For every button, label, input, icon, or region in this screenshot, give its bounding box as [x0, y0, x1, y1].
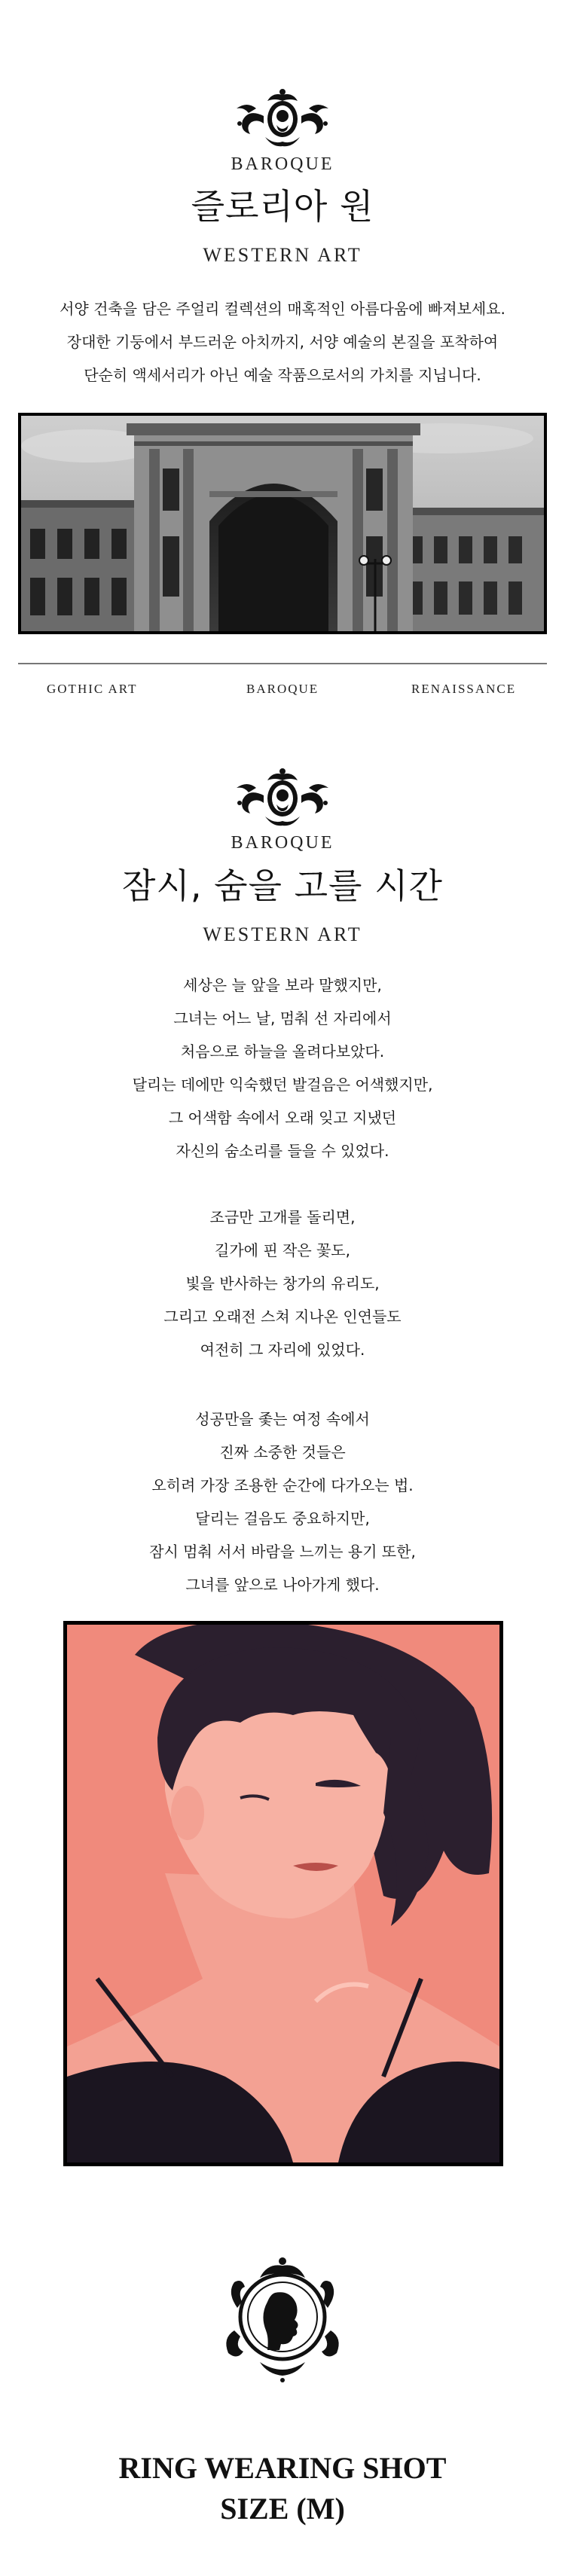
poem-line: 그리고 오래전 스쳐 지나온 인연들도	[163, 1308, 402, 1326]
footer-title-line: SIZE (M)	[220, 2492, 345, 2526]
poem-line: 성공만을 좇는 여정 속에서	[195, 1410, 370, 1428]
brand-bottom-label: WESTERN ART	[203, 244, 362, 266]
page-title: 즐로리아 원	[191, 186, 374, 227]
poem-line: 오히려 가장 조용한 순간에 다가오는 법.	[151, 1476, 414, 1494]
baroque-crest-icon	[226, 758, 339, 830]
intro-line: 서양 건축을 담은 주얼리 컬렉션의 매혹적인 아름다움에 빠져보세요.	[60, 300, 505, 318]
poem-stanza	[0, 1402, 565, 1601]
brand-bottom-label: WESTERN ART	[203, 923, 362, 945]
poem-stanza	[0, 1201, 565, 1366]
brand-top-label: BAROQUE	[231, 154, 334, 174]
poem-line: 그 어색함 속에서 오래 잊고 지냈던	[168, 1109, 397, 1127]
category-nav	[0, 682, 565, 704]
poem-line: 빛을 반사하는 창가의 유리도,	[185, 1274, 380, 1293]
section-title: 잠시, 숨을 고를 시간	[122, 865, 443, 906]
footer-title	[0, 2448, 565, 2529]
poem-line: 달리는 걸음도 중요하지만,	[195, 1509, 370, 1528]
baroque-crest-icon	[226, 78, 339, 151]
footer-title-line: RING WEARING SHOT	[118, 2451, 447, 2485]
nav-item-gothic-art[interactable]: GOTHIC ART	[47, 682, 138, 696]
story-section	[0, 753, 565, 1594]
intro-line: 단순히 액세서리가 아닌 예술 작품으로서의 가치를 지닙니다.	[84, 366, 481, 384]
portrait-illustration	[63, 1621, 503, 2166]
woman-portrait-art	[67, 1625, 499, 2162]
poem-line: 자신의 숨소리를 들을 수 있었다.	[176, 1142, 389, 1160]
medallion-crest-icon	[215, 2248, 350, 2383]
poem-line: 잠시 멈춰 서서 바람을 느끼는 용기 또한,	[149, 1543, 416, 1561]
footer-section	[0, 2230, 565, 2576]
poem-line: 진짜 소중한 것들은	[219, 1443, 346, 1461]
poem-line: 세상은 늘 앞을 보라 말했지만,	[183, 976, 382, 994]
intro-line: 장대한 기둥에서 부드러운 아치까지, 서양 예술의 본질을 포착하여	[66, 333, 499, 351]
nav-item-baroque[interactable]: BAROQUE	[246, 682, 319, 696]
section-divider	[18, 663, 547, 664]
poem-stanza	[0, 969, 565, 1167]
intro-paragraph	[0, 292, 565, 392]
poem-line: 길가에 핀 작은 꽃도,	[215, 1241, 350, 1259]
poem-line: 처음으로 하늘을 올려다보았다.	[180, 1042, 385, 1061]
poem-line: 달리는 데에만 익숙했던 발걸음은 어색했지만,	[132, 1076, 433, 1094]
brand-top-label: BAROQUE	[231, 833, 334, 853]
poem-line: 조금만 고개를 돌리면,	[209, 1208, 356, 1226]
poem-line: 그녀를 앞으로 나아가게 했다.	[185, 1576, 380, 1594]
poem-line: 여전히 그 자리에 있었다.	[200, 1341, 365, 1359]
architecture-photo	[18, 413, 547, 634]
arcade-illustration	[21, 416, 544, 631]
nav-item-renaissance[interactable]: RENAISSANCE	[411, 682, 517, 696]
poem-line: 그녀는 어느 날, 멈춰 선 자리에서	[173, 1009, 392, 1027]
